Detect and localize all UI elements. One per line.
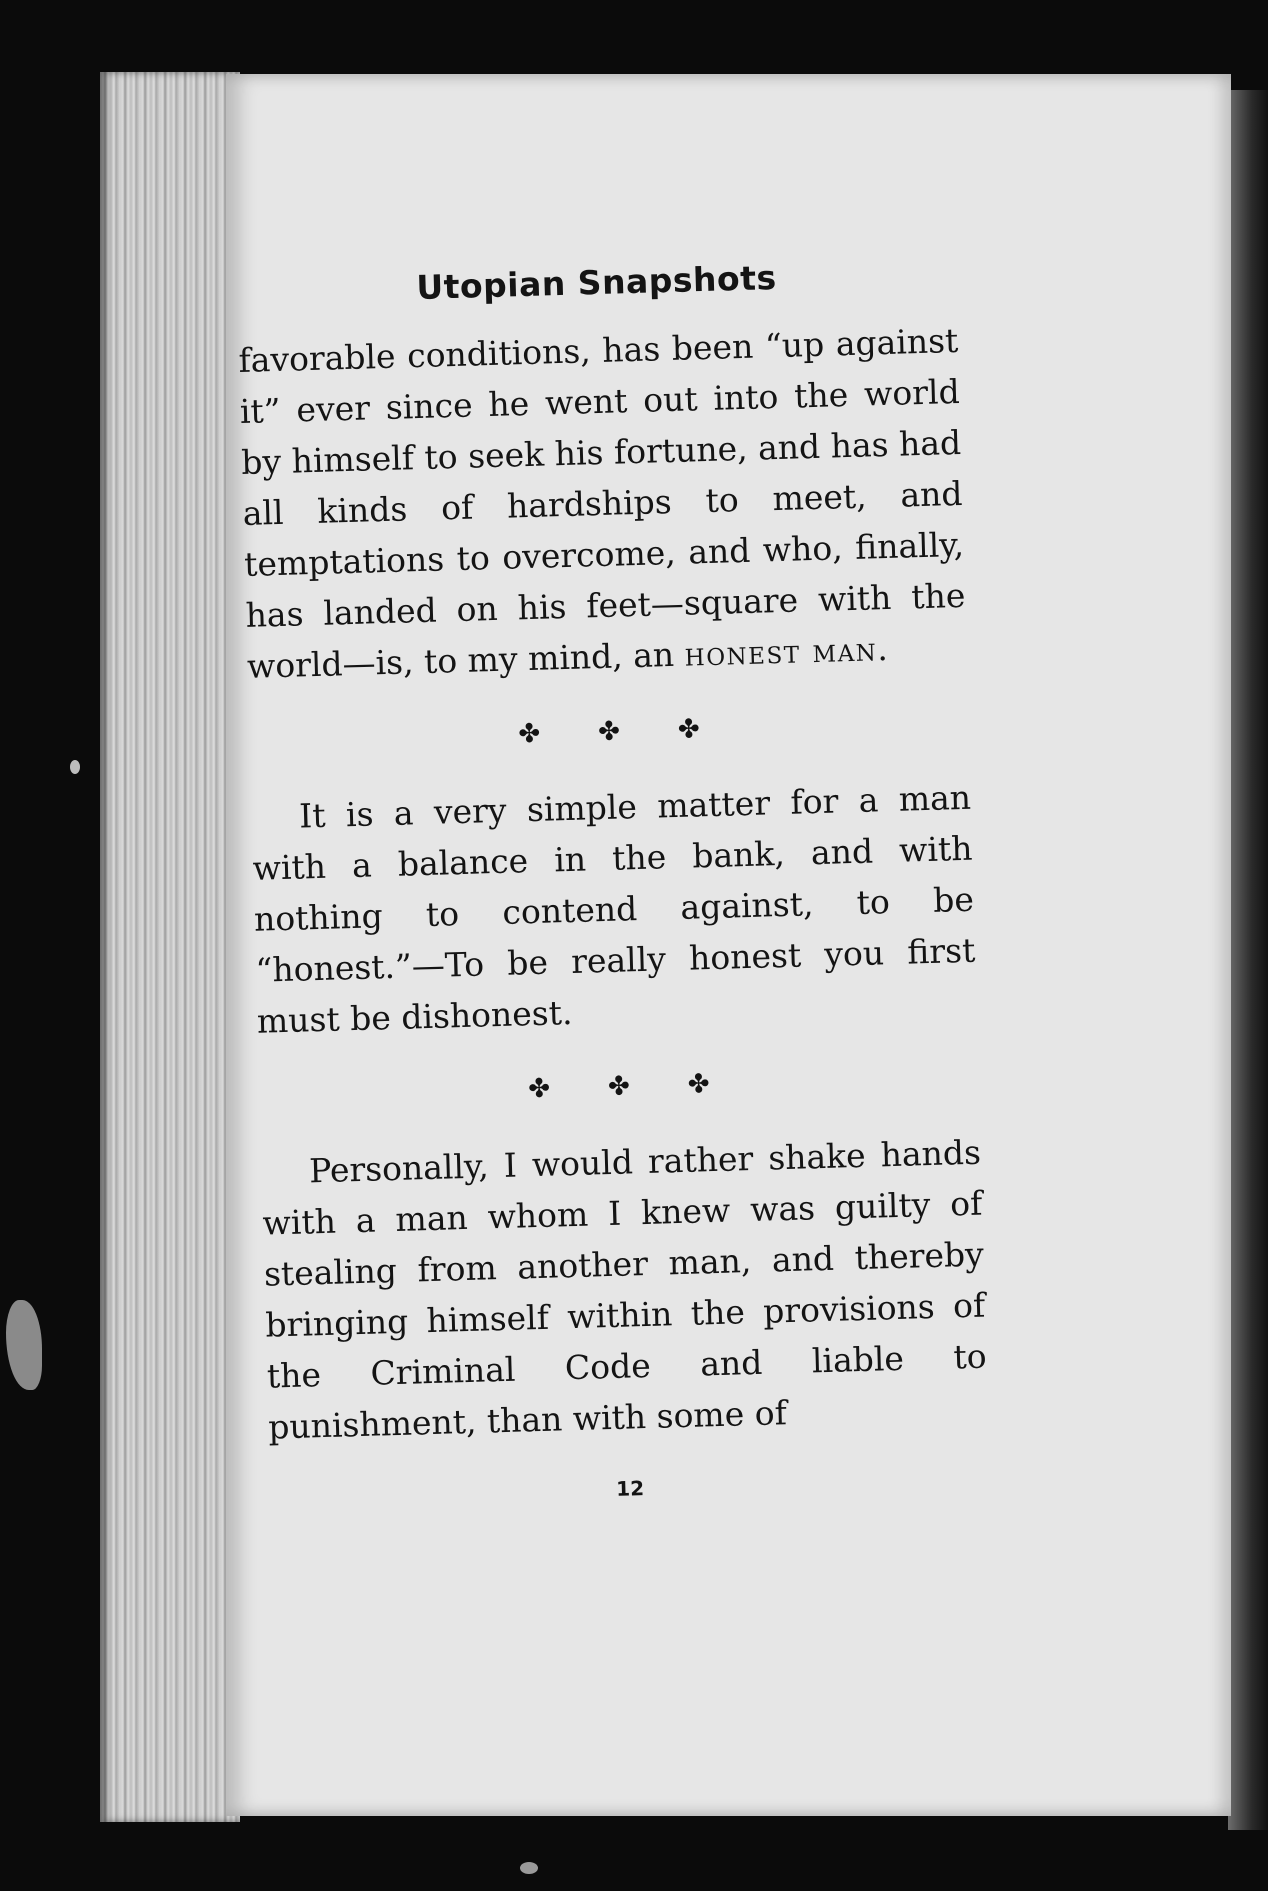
paragraph-1 [238,315,968,692]
dust-speck [6,1300,42,1390]
dust-speck [70,760,80,774]
page-number: 12 [615,1476,645,1501]
page-text-block [236,256,991,1546]
book-page-edges [100,72,240,1822]
dust-speck [520,1862,538,1874]
running-head: Utopian Snapshots [415,257,778,308]
paragraph-2: It is a very simple matter for a man with a balance in the bank, and with nothing to contend against, to be “honest.”—To be really honest you first must be dishonest. [252,777,976,1041]
section-divider: ✤✤✤ [527,1067,768,1105]
emphasis-honest-man: honest man. [684,628,890,674]
book-binding-shadow [1228,90,1268,1830]
paragraph-1-text: favorable conditions, has been “up against it” ever since he went out into the world by himself to seek his fortune, and has had all kinds of hardships to meet, and temptations to overcome, and who, finally, has landed on his feet—square with the world—is, to my mind, an [237,320,966,686]
section-divider: ✤✤✤ [517,712,759,750]
paragraph-3: Personally, I would rather shake hands with a man whom I knew was guilty of stealing from another man, and thereby bringing himself within the provisions of the Criminal Code and liable to punishment, than with some of [262,1132,988,1447]
